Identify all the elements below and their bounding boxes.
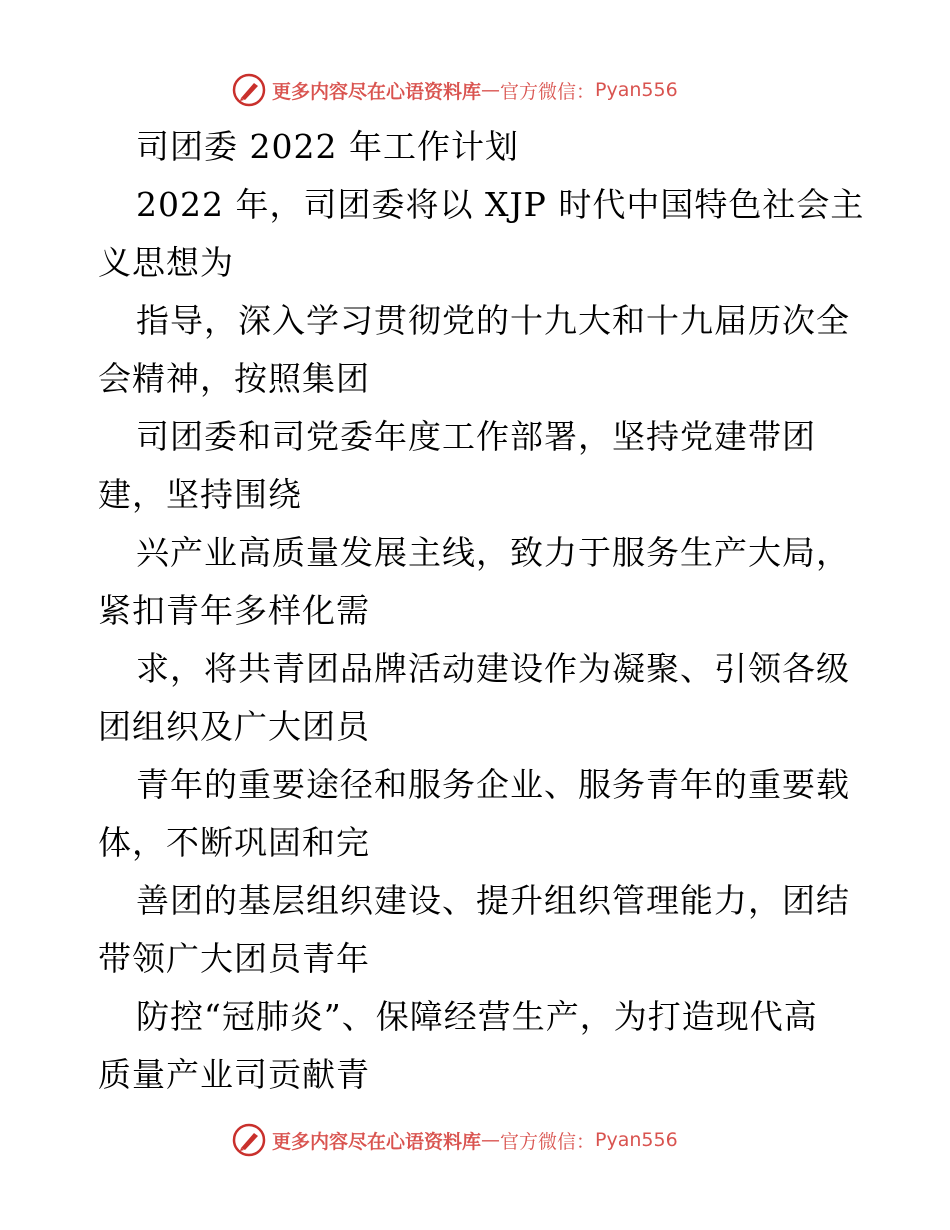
pen-logo-icon bbox=[232, 73, 266, 107]
paragraph-line: 义思想为 bbox=[98, 243, 234, 282]
header-banner bbox=[232, 71, 752, 109]
paragraph-line: 防控“冠肺炎”、保障经营生产，为打造现代高 bbox=[136, 997, 818, 1036]
paragraph-line: 求，将共青团品牌活动建设作为凝聚、引领各级 bbox=[136, 649, 850, 688]
banner-main-text: 更多内容尽在心语资料库 bbox=[272, 80, 482, 103]
paragraph-line: 青年的重要途径和服务企业、服务青年的重要载 bbox=[136, 765, 850, 804]
paragraph-line: 善团的基层组织建设、提升组织管理能力，团结 bbox=[136, 881, 850, 920]
document-body bbox=[98, 118, 865, 1104]
paragraph-line: 司团委和司党委年度工作部署，坚持党建带团 bbox=[136, 417, 816, 456]
paragraph-line: 2022 年，司团委将以 XJP 时代中国特色社会主 bbox=[136, 185, 865, 224]
paragraph-line: 体，不断巩固和完 bbox=[98, 823, 370, 862]
paragraph-line: 团组织及广大团员 bbox=[98, 707, 370, 746]
footer-banner bbox=[232, 1121, 752, 1159]
banner-separator: — bbox=[481, 1129, 501, 1151]
paragraph-line: 兴产业高质量发展主线，致力于服务生产大局， bbox=[136, 533, 850, 572]
banner-wechat-id: Pyan556 bbox=[595, 79, 678, 101]
paragraph-line: 指导，深入学习贯彻党的十九大和十九届历次全 bbox=[136, 301, 850, 340]
banner-wechat-id: Pyan556 bbox=[595, 1129, 678, 1151]
paragraph-line: 质量产业司贡献青 bbox=[98, 1055, 370, 1094]
paragraph-line: 紧扣青年多样化需 bbox=[98, 591, 370, 630]
banner-separator: — bbox=[481, 79, 501, 101]
pen-logo-icon bbox=[232, 1123, 266, 1157]
banner-main-text: 更多内容尽在心语资料库 bbox=[272, 1130, 482, 1153]
banner-wechat-label: 官方微信： bbox=[500, 1130, 596, 1153]
paragraph-line: 带领广大团员青年 bbox=[98, 939, 370, 978]
document-title: 司团委 2022 年工作计划 bbox=[136, 127, 519, 166]
paragraph-line: 会精神，按照集团 bbox=[98, 359, 370, 398]
paragraph-line: 建，坚持围绕 bbox=[98, 475, 302, 514]
banner-wechat-label: 官方微信： bbox=[500, 80, 596, 103]
